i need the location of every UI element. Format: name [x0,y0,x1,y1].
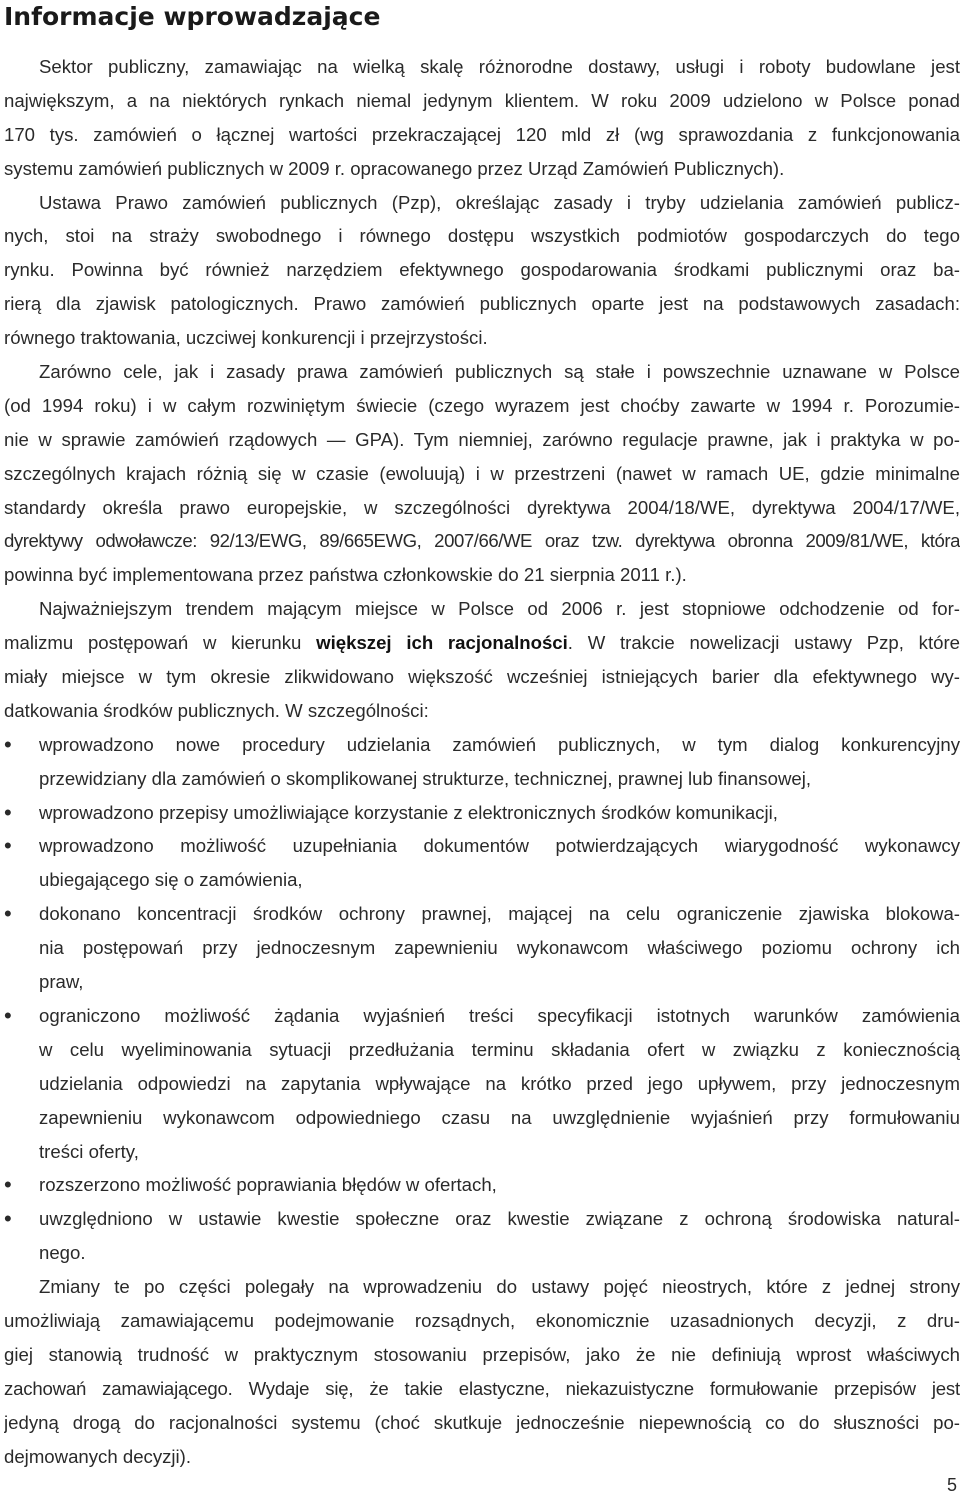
text-line: nie w sprawie zamówień rządowych — GPA). Tym niemniej, zarówno regulacje prawne, jak i praktyka w po- [4,428,960,450]
text-line: jedyną drogą do racjonalności systemu (choć skutkuje jednocześnie niepewnością co do słuszności po- [4,1411,960,1433]
paragraph-conclusion [4,1270,960,1473]
text-line: systemu zamówień publicznych w 2009 r. opracowanego przez Urząd Zamówień Publicznych). [4,157,785,179]
text-line: szczególnych krajach różnią się w czasie (ewoluują) i w przestrzeni (nawet w ramach UE, gdzie minimalne [4,462,960,484]
text-span: wprowadzono nowe procedury udzielania zamówień publicznych, w tym dialog konkurencyjny [39,733,960,755]
text-line: giej stanowią trudność w praktycznym stosowaniu przepisów, jako że nie definiują wprost właściwych [4,1343,960,1365]
paragraph-trend [4,592,960,728]
text-line: dyrektywy odwoławcze: 92/13/EWG, 89/665EWG, 2007/66/WE oraz tzw. dyrektywa obronna 2009/81/WE, która [4,530,960,552]
paragraph-principles [4,355,960,592]
text-span: . W trakcie nowelizacji ustawy Pzp, które [567,632,960,654]
text-span: wprowadzono możliwość uzupełniania dokumentów potwierdzających wiarygodność wykonawcy [39,835,960,857]
list-item [4,728,960,796]
bullet-icon: • [4,731,12,757]
text-line: zapewnieniu wykonawcom odpowiedniego czasu na uwzględnienie wyjaśnień przy formułowaniu [39,1106,960,1128]
text-line: umożliwiają zamawiającemu podejmowanie rozsądnych, ekonomicznie uzasadnionych decyzji, z dru- [4,1309,960,1331]
bold-emphasis: większej ich racjonalności [316,632,568,654]
bullet-icon: • [4,1206,12,1232]
text-line: w celu wyeliminowania sytuacji przedłużania terminu składania ofert w związku z koniecznością [39,1038,960,1060]
text-line: (od 1994 roku) i w całym rozwiniętym świecie (czego wyrazem jest choćby zawarte w 1994 r. Porozumie- [4,394,960,416]
text-line: ubiegającego się o zamówienia, [39,869,303,891]
bullet-icon: • [4,833,12,859]
list-item [4,829,960,897]
text-line: nych, stoi na straży swobodnego i równego dostępu wszystkich podmiotów gospodarczych do tego [4,225,960,247]
text-line: datkowania środków publicznych. W szczególności: [4,699,429,721]
text-span: rozszerzono możliwość poprawiania błędów w ofertach, [39,1174,497,1196]
text-line: standardy określa prawo europejskie, w szczególności dyrektywa 2004/18/WE, dyrektywa 2004/17/WE, [4,496,960,518]
bullet-list [4,728,960,1270]
text-line [4,728,960,762]
page-number: 5 [946,1475,957,1495]
list-item [4,897,960,999]
text-span: uwzględniono w ustawie kwestie społeczne oraz kwestie związane z ochroną środowiska natural- [39,1208,960,1230]
text-line [4,1202,960,1236]
text-line: Sektor publiczny, zamawiając na wielką skalę różnorodne dostawy, usługi i roboty budowlane jest [39,56,960,77]
text-line: zachowań zamawiającego. Wydaje się, że takie elastyczne, niekazuistyczne formułowanie przepisów jest [4,1377,960,1399]
text-span: dokonano koncentracji środków ochrony prawnej, mającej na celu ograniczenie zjawiska blokowa- [39,903,960,925]
text-line: największym, a na niektórych rynkach niemal jedynym klientem. W roku 2009 udzielono w Polsce ponad [4,89,960,111]
text-line: 170 tys. zamówień o łącznej wartości przekraczającej 120 mld zł (wg sprawozdania z funkcjonowania [4,123,960,145]
list-item [4,1202,960,1270]
text-line: nego. [39,1242,86,1264]
paragraph-intro [4,50,960,355]
bullet-icon: • [4,1002,12,1028]
text-line: treści oferty, [39,1140,139,1162]
list-item [4,796,960,830]
text-line: przewidziany dla zamówień o skomplikowanej strukturze, technicznej, prawnej lub finansowej, [39,767,812,789]
bullet-icon: • [4,1172,12,1198]
bullet-icon: • [4,799,12,825]
text-line: równego traktowania, uczciwej konkurencji i przejrzystości. [4,327,488,349]
text-line [4,796,960,830]
text-line [4,626,960,660]
text-line: powinna być implementowana przez państwa członkowskie do 21 sierpnia 2011 r.). [4,564,687,586]
text-line [4,829,960,863]
list-item [4,999,960,1168]
text-line: praw, [39,971,84,993]
text-span: malizmu postępowań w kierunku [4,632,317,654]
text-line: Zmiany te po części polegały na wprowadzeniu do ustawy pojęć nieostrych, które z jednej strony [39,1276,960,1298]
text-span: ograniczono możliwość żądania wyjaśnień treści specyfikacji istotnych warunków zamówienia [39,1004,960,1026]
text-line [4,1168,960,1202]
text-line: rynku. Powinna być również narzędziem efektywnego gospodarowania środkami publicznymi oraz ba- [4,259,960,281]
text-span: wprowadzono przepisy umożliwiające korzystanie z elektronicznych środków komunikacji, [39,801,778,823]
document-body [4,50,960,1473]
text-line: dejmowanych decyzji). [4,1445,192,1467]
text-line: Najważniejszym trendem mającym miejsce w Polsce od 2006 r. jest stopniowe odchodzenie od for- [39,598,960,620]
text-line [4,897,960,931]
text-line: udzielania odpowiedzi na zapytania wpływające na krótko przed jego upływem, przy jednoczesnym [39,1072,960,1094]
text-line: Zarówno cele, jak i zasady prawa zamówień publicznych są stałe i powszechnie uznawane w Polsce [39,361,960,383]
text-line: rierą dla zjawisk patologicznych. Prawo zamówień publicznych oparte jest na podstawowych zasadach: [4,293,960,315]
text-line: nia postępowań przy jednoczesnym zapewnieniu wykonawcom właściwego poziomu ochrony ich [39,937,960,959]
text-line: Ustawa Prawo zamówień publicznych (Pzp), określając zasady i tryby udzielania zamówień publicz- [39,191,960,213]
text-line [4,999,960,1033]
text-line: miały miejsce w tym okresie zlikwidowano większość wcześniej istniejących barier dla efektywnego wy- [4,666,960,688]
page-title: Informacje wprowadzające [4,2,381,31]
bullet-icon: • [4,901,12,927]
list-item [4,1168,960,1202]
